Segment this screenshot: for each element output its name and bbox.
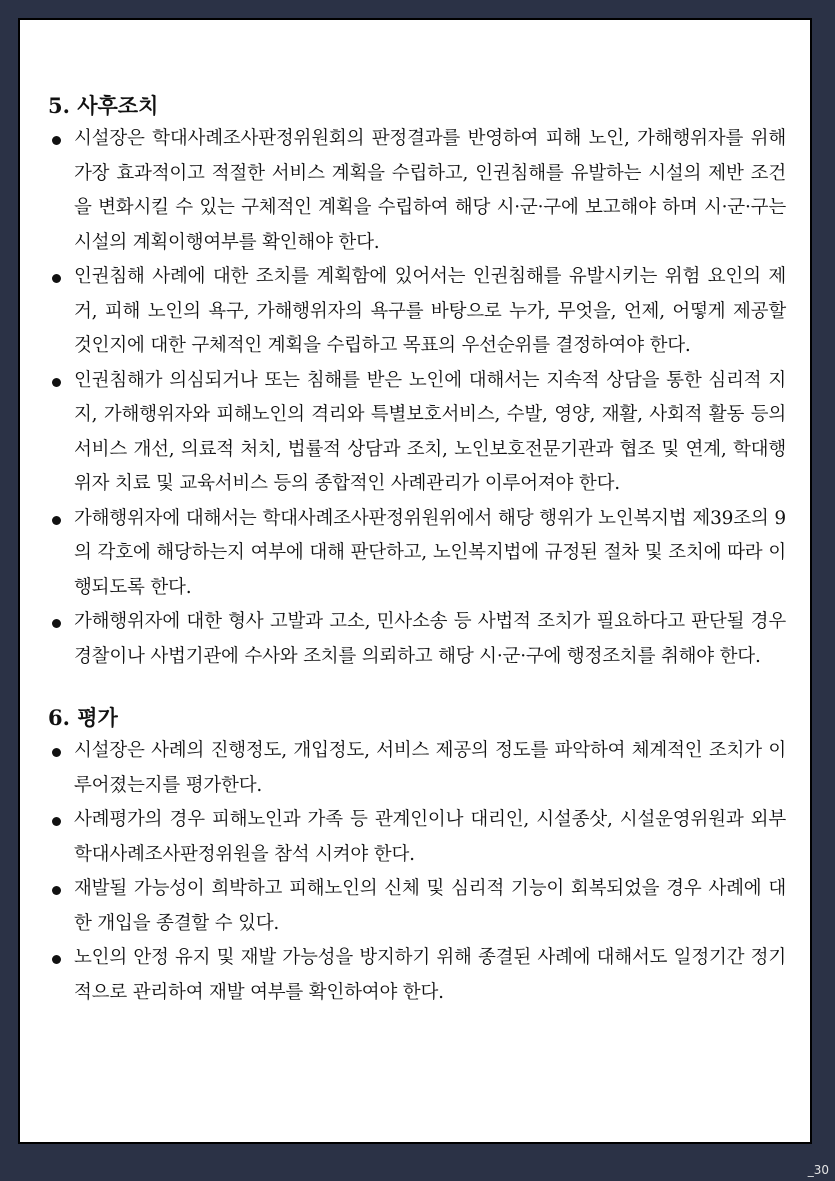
evaluation-list: [48, 734, 786, 1010]
list-item-text: 재발될 가능성이 희박하고 피해노인의 신체 및 심리적 기능이 회복되었을 경우 사례에 대한 개입을 종결할 수 있다.: [74, 878, 786, 934]
bullet-icon: [52, 274, 61, 283]
section-heading-evaluation: 6. 평가: [48, 705, 118, 730]
document-page: [18, 18, 812, 1144]
list-item-text: 인권침해 사례에 대한 조치를 계획함에 있어서는 인권침해를 유발시키는 위험 요인의 제거, 피해 노인의 욕구, 가해행위자의 욕구를 바탕으로 누가, 무엇을, 언제, 어떻게 제공할 것인지에 대한 구체적인 계획을 수립하고 목표의 우선순위를 결정하여야 한다.: [74, 266, 786, 356]
list-item: [48, 122, 786, 260]
list-item: [48, 872, 786, 941]
list-item: [48, 734, 786, 803]
list-item-text: 노인의 안정 유지 및 재발 가능성을 방지하기 위해 종결된 사례에 대해서도 일정기간 정기적으로 관리하여 재발 여부를 확인하여야 한다.: [74, 947, 786, 1003]
list-item-text: 인권침해가 의심되거나 또는 침해를 받은 노인에 대해서는 지속적 상담을 통한 심리적 지지, 가해행위자와 피해노인의 격리와 특별보호서비스, 수발, 영양, 재활, 사회적 활동 등의 서비스 개선, 의료적 처치, 법률적 상담과 조치, 노인보호전문기관과 협조 및 연계, 학대행위자 치료 및 교육서비스 등의 종합적인 사례관리가 이루어져야 한다.: [74, 369, 786, 494]
list-item-text: 시설장은 학대사례조사판정위원회의 판정결과를 반영하여 피해 노인, 가해행위자를 위해 가장 효과적이고 적절한 서비스 계획을 수립하고, 인권침해를 유발하는 시설의 제반 조건을 변화시킬 수 있는 구체적인 계획을 수립하여 해당 시·군·구에 보고해야 하며 시·군·구는 시설의 계획이행여부를 확인해야 한다.: [74, 128, 786, 253]
bullet-icon: [52, 886, 61, 895]
bullet-icon: [52, 136, 61, 145]
bullet-icon: [52, 378, 61, 387]
bullet-icon: [52, 817, 61, 826]
list-item: [48, 941, 786, 1010]
list-item-text: 가해행위자에 대한 형사 고발과 고소, 민사소송 등 사법적 조치가 필요하다고 판단될 경우 경찰이나 사법기관에 수사와 조치를 의뢰하고 해당 시·군·구에 행정조치를 취해야 한다.: [74, 611, 786, 667]
list-item-text: 시설장은 사례의 진행정도, 개입정도, 서비스 제공의 정도를 파악하여 체계적인 조치가 이루어졌는지를 평가한다.: [74, 740, 786, 796]
section-aftercare: [48, 90, 786, 674]
list-item: [48, 364, 786, 502]
section-heading-aftercare: 5. 사후조치: [48, 93, 159, 118]
section-evaluation: [48, 702, 786, 1010]
list-item: [48, 803, 786, 872]
bullet-icon: [52, 748, 61, 757]
bullet-icon: [52, 619, 61, 628]
bullet-icon: [52, 516, 61, 525]
list-item: [48, 260, 786, 364]
list-item: [48, 502, 786, 606]
document-content: [48, 90, 786, 1010]
list-item: [48, 605, 786, 674]
page-number: _30: [807, 1163, 829, 1177]
bullet-icon: [52, 955, 61, 964]
list-item-text: 가해행위자에 대해서는 학대사례조사판정위원위에서 해당 행위가 노인복지법 제39조의 9의 각호에 해당하는지 여부에 대해 판단하고, 노인복지법에 규정된 절차 및 조치에 따라 이행되도록 한다.: [74, 507, 786, 598]
list-item-text: 사례평가의 경우 피해노인과 가족 등 관계인이나 대리인, 시설종삿, 시설운영위원과 외부 학대사례조사판정위원을 참석 시켜야 한다.: [74, 809, 786, 865]
aftercare-list: [48, 122, 786, 674]
